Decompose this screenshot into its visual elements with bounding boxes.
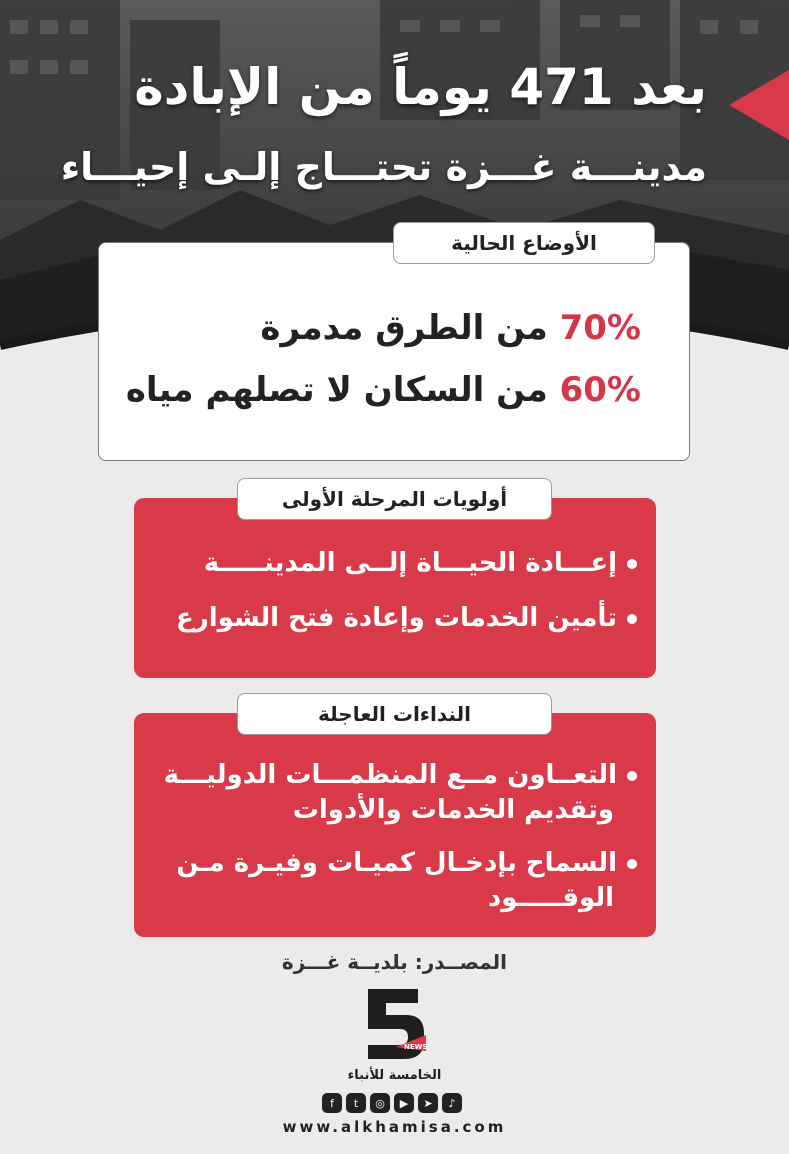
urgent-call-item-continued: وتقديم الخدمات والأدوات <box>292 795 614 825</box>
stat-water <box>126 370 641 410</box>
current-status-tab: الأوضاع الحالية <box>393 222 655 264</box>
phase-one-item: تأمين الخدمات وإعادة فتح الشوارع <box>176 600 637 636</box>
page-title: بعد 471 يوماً من الإبادة <box>134 58 707 116</box>
urgent-calls-tab: النداءات العاجلة <box>237 693 552 735</box>
brand-name: الخامسة للأنباء <box>347 1068 442 1083</box>
current-status-card <box>98 242 690 461</box>
website-link[interactable]: www.alkhamisa.com <box>282 1118 507 1136</box>
page-subtitle: مدينـــة غـــزة تحتـــاج إلـى إحيـــاء <box>60 145 707 189</box>
stat-roads-text: من الطرق مدمرة <box>260 308 548 348</box>
bullet-dot <box>627 614 637 624</box>
stat-roads-percent: 70% <box>559 308 641 348</box>
bullet-dot <box>627 559 637 569</box>
urgent-call-item: التعــاون مــع المنظمـــات الدوليـــة <box>164 757 637 793</box>
red-triangle-accent <box>729 70 789 140</box>
logo-badge: NEWS <box>403 1043 427 1051</box>
stat-roads <box>260 308 641 348</box>
bullet-dot <box>627 859 637 869</box>
logo-5-icon <box>360 985 430 1065</box>
phase-one-item: إعـــادة الحيـــاة إلــى المدينـــــة <box>204 545 637 581</box>
stat-water-percent: 60% <box>559 370 641 410</box>
social-links <box>322 1093 462 1113</box>
bullet-dot <box>627 771 637 781</box>
facebook-icon[interactable]: f <box>322 1093 342 1113</box>
source-credit: المصــدر: بلديــة غـــزة <box>281 950 507 974</box>
twitter-icon[interactable]: t <box>346 1093 366 1113</box>
tiktok-icon[interactable]: ♪ <box>442 1093 462 1113</box>
brand-logo <box>0 985 789 1069</box>
telegram-icon[interactable]: ➤ <box>418 1093 438 1113</box>
youtube-icon[interactable]: ▶ <box>394 1093 414 1113</box>
urgent-call-item-continued: الوقـــــود <box>487 883 614 913</box>
urgent-call-item: السماح بإدخـال كميـات وفيـرة مـن <box>176 845 637 881</box>
phase-one-box <box>134 498 656 678</box>
instagram-icon[interactable]: ◎ <box>370 1093 390 1113</box>
stat-water-text: من السكان لا تصلهم مياه <box>125 370 548 410</box>
phase-one-tab: أولويات المرحلة الأولى <box>237 478 552 520</box>
